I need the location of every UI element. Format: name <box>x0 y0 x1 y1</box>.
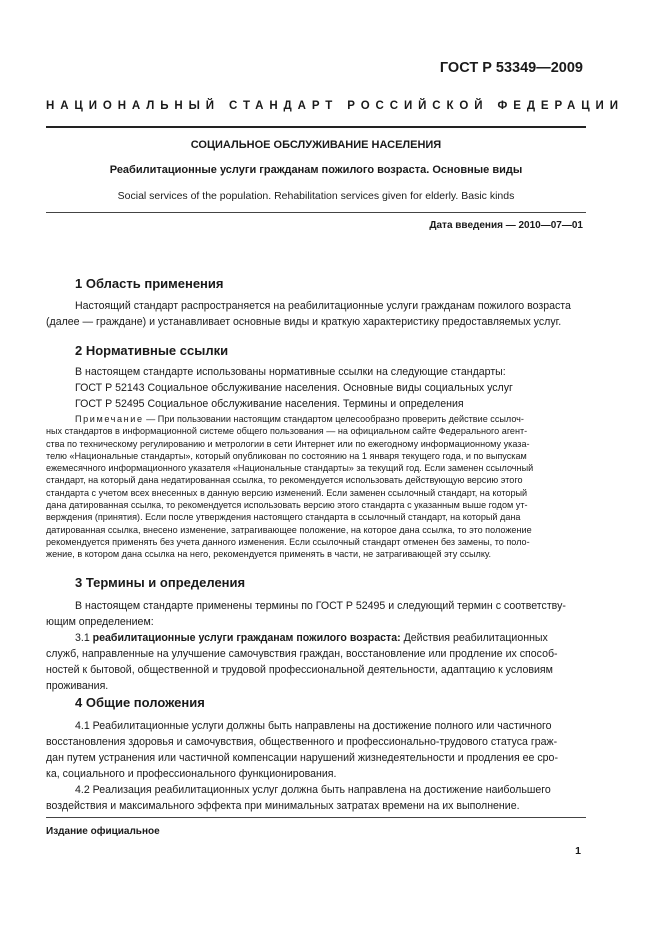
note-text: — При пользовании настоящим стандартом целесообразно проверить действие ссылоч- <box>143 414 524 424</box>
note-line: ства по техническому регулированию и метрологии в сети Интернет или по ежегодному информационному указа- <box>46 438 530 449</box>
official-edition-label: Издание официальное <box>46 826 160 837</box>
document-title: СОЦИАЛЬНОЕ ОБСЛУЖИВАНИЕ НАСЕЛЕНИЯ <box>190 139 442 151</box>
note-line: верждения (принятия). Если после утверждения настоящего стандарта в ссылочный стандарт, на который дана <box>46 512 521 523</box>
footer-rule <box>46 817 586 818</box>
section-2-note <box>46 413 582 561</box>
text-line: восстановления здоровья и самочувствия, общественного и профессионально-трудового статуса граж- <box>46 736 558 748</box>
term-number: 3.1 <box>75 632 93 644</box>
note-line: жение, в котором дана ссылка на него, рекомендуется применять в части, не затрагивающей эту ссылку. <box>46 549 492 560</box>
section-3-heading: 3 Термины и определения <box>75 575 246 590</box>
section-1-body <box>46 298 582 330</box>
national-standard-caption: НАЦИОНАЛЬНЫЙ СТАНДАРТ РОССИЙСКОЙ ФЕДЕРАЦИИ <box>46 100 624 112</box>
text-line: ка, социального и профессионального функционирования. <box>46 768 337 780</box>
note-line: телю «Национальные стандарты», который опубликован по состоянию на 1 января текущего года, и по выпускам <box>46 450 527 461</box>
note-line: ежемесячного информационного указателя «Национальные стандарты» за текущий год. Если заменен ссылочный <box>46 463 534 474</box>
document-subtitle: Реабилитационные услуги гражданам пожилого возраста. Основные виды <box>109 164 523 176</box>
section-4-heading: 4 Общие положения <box>75 695 205 710</box>
text-line: служб, направленные на улучшение самочувствия граждан, восстановление или продление их способ- <box>46 648 558 660</box>
text-line: дан путем устранения или частичной компенсации нарушений жизнедеятельности и продления ее сро- <box>46 752 558 764</box>
section-2-heading: 2 Нормативные ссылки <box>75 343 229 358</box>
text-line: ГОСТ Р 52143 Социальное обслуживание населения. Основные виды социальных услуг <box>75 382 513 394</box>
text-line: Настоящий стандарт распространяется на реабилитационные услуги гражданам пожилого возраста <box>75 300 571 312</box>
top-rule <box>46 126 586 128</box>
section-3-body <box>46 598 582 694</box>
term-definition-line <box>46 630 582 646</box>
note-line: дана датированная ссылка, то рекомендуется использовать версию этого стандарта с указанным выше годом ут- <box>46 500 528 511</box>
section-4-body <box>46 718 582 814</box>
text-line: В настоящем стандарте использованы нормативные ссылки на следующие стандарты: <box>75 366 506 378</box>
text-line: В настоящем стандарте применены термины по ГОСТ Р 52495 и следующий термин с соответству- <box>75 600 566 612</box>
term-definition-start: Действия реабилитационных <box>400 632 548 644</box>
section-1-heading: 1 Область применения <box>75 276 224 291</box>
text-line: проживания. <box>46 680 109 692</box>
text-line: ГОСТ Р 52495 Социальное обслуживание населения. Термины и определения <box>75 398 464 410</box>
document-title-english: Social services of the population. Rehabilitation services given for elderly. Basic kinds <box>117 190 515 202</box>
introduction-date: Дата введения — 2010—07—01 <box>429 220 583 231</box>
title-rule <box>46 212 586 213</box>
note-line: датированная ссылка, внесено изменение, затрагивающее положение, на которое дана ссылка, то это положение <box>46 524 532 535</box>
term-name: реабилитационные услуги гражданам пожилого возраста: <box>92 632 401 644</box>
gost-number: ГОСТ Р 53349—2009 <box>439 60 583 76</box>
note-label: Примечание <box>75 414 144 424</box>
text-line: (далее — граждане) и устанавливает основные виды и краткую характеристику предоставляемых услуг. <box>46 316 562 328</box>
section-2-body <box>46 364 582 412</box>
page-number: 1 <box>575 845 581 857</box>
note-line: ных стандартов в информационной системе общего пользования — на официальном сайте Федерального агент- <box>46 426 528 437</box>
note-first-line <box>46 413 582 425</box>
text-line: ностей к бытовой, общественной и трудовой профессиональной деятельности, адаптацию к условиям <box>46 664 553 676</box>
text-line: ющим определением: <box>46 616 154 628</box>
text-line: воздействия и максимального эффекта при минимальных затратах времени на их выполнение. <box>46 800 520 812</box>
note-line: стандарт, на который дана недатированная ссылка, то рекомендуется использовать действующую версию этого <box>46 475 523 486</box>
note-line: рекомендуется применять без учета данного изменения. Если ссылочный стандарт отменен без замены, то поло- <box>46 536 530 547</box>
note-line: стандарта с учетом всех внесенных в данную версию изменений. Если заменен ссылочный стандарт, на который <box>46 487 528 498</box>
text-line: 4.1 Реабилитационные услуги должны быть направлены на достижение полного или частичного <box>75 720 552 732</box>
text-line: 4.2 Реализация реабилитационных услуг должна быть направлена на достижение наибольшего <box>75 784 551 796</box>
